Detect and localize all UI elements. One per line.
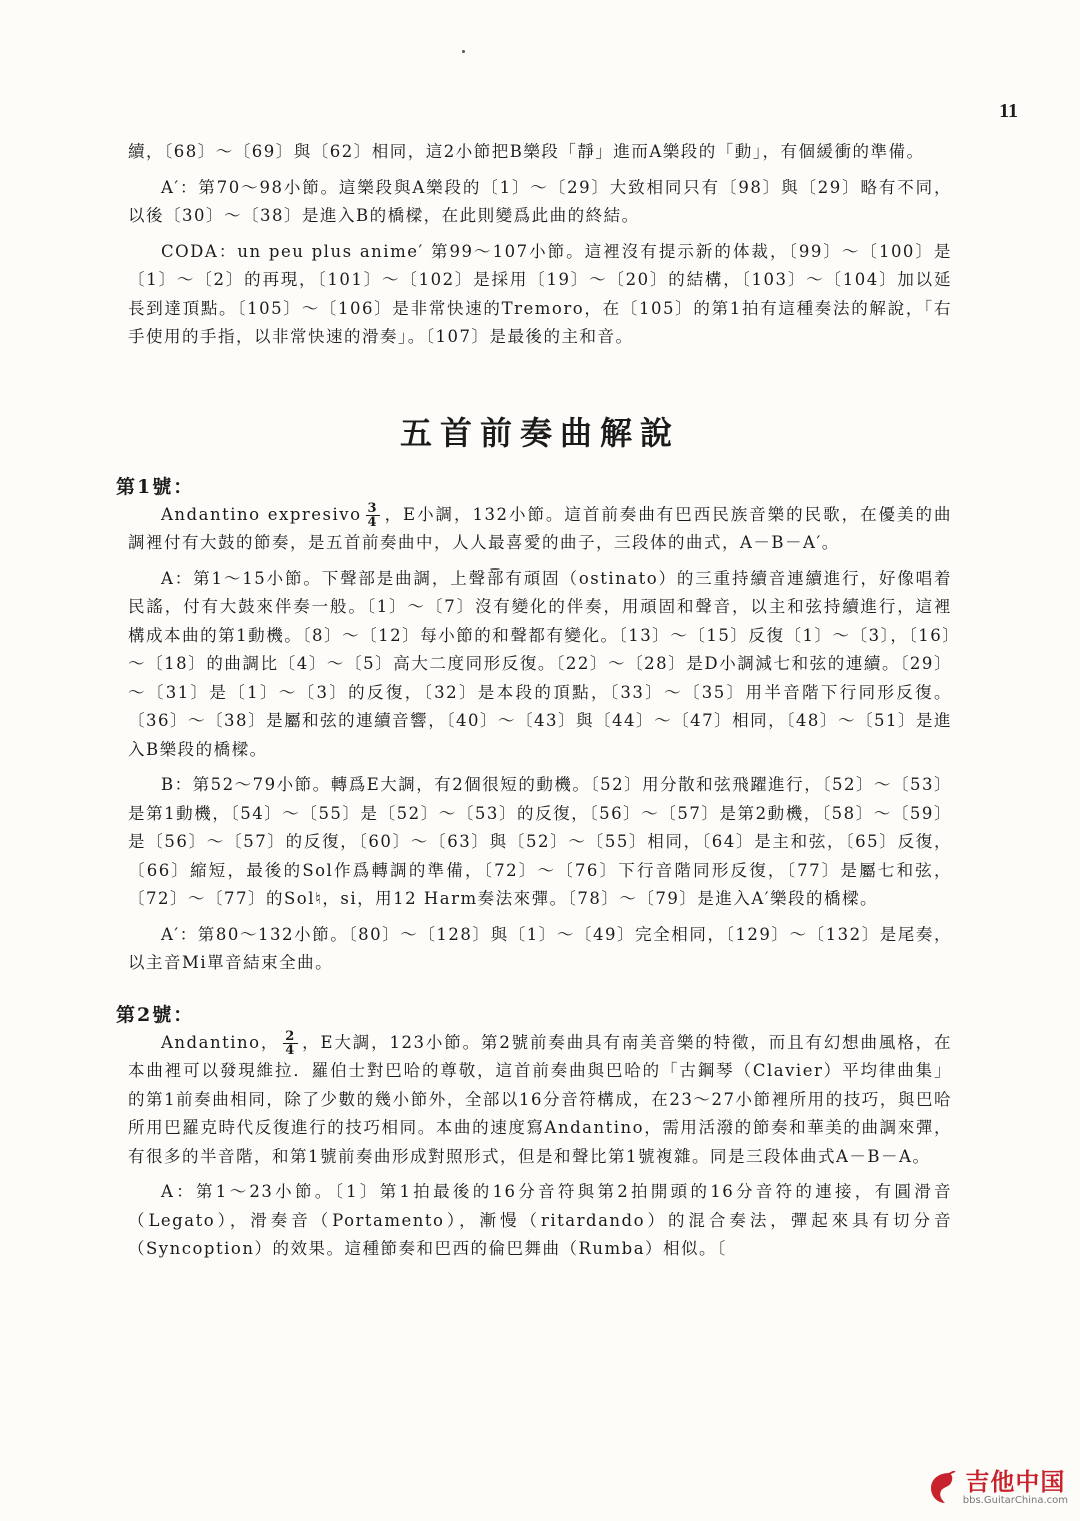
prelude-1-heading: 第1號： — [116, 475, 195, 498]
tempo-marking: Andantino expresivo — [161, 504, 362, 524]
time-signature-numerator: 3 — [367, 500, 379, 516]
time-signature — [366, 502, 381, 529]
prelude-2-heading: 第2號： — [116, 1003, 195, 1026]
intro-text: ，E大調，123小節。第2號前奏曲具有南美音樂的特徵，而且有幻想曲風格，在本曲裡可以發現維拉．羅伯士對巴哈的尊敬，這首前奏曲與巴哈的「古鋼琴（Clavier）平均律曲集」的第1前奏曲相同，除了少數的幾小節外，全部以16分音符構成，在23～27小節裡所用的技巧，與巴哈所用巴羅克時代反復進行的技巧相同。本曲的速度寫Andantino，需用活潑的節奏和華美的曲調來彈，有很多的半音階，和第1號前奏曲形成對照形式，但是和聲比第1號複雜。同是三段体曲式A－B－A。 — [128, 1032, 952, 1166]
prelude-2-section-a: A：第1～23小節。〔1〕第1拍最後的16分音符與第2拍開頭的16分音符的連接，有圓滑音（Legato），滑奏音（Portamento），漸慢（ritardando）的混合奏法，彈起來具有切分音（Syncoption）的效果。這種節奏和巴西的倫巴舞曲（Rumba）相似。〔 — [128, 1182, 952, 1258]
page-content — [116, 138, 952, 1271]
watermark — [927, 1469, 1068, 1507]
time-signature-denominator: 4 — [367, 514, 379, 530]
prelude-1-section-a-prime: A′：第80～132小節。〔80〕～〔128〕與〔1〕～〔49〕完全相同，〔129〕～〔132〕是尾奏，以主音Mi單音結束全曲。 — [128, 924, 952, 972]
prelude-1-section-b: B：第52～79小節。轉爲E大調，有2個很短的動機。〔52〕用分散和弦飛躍進行，〔52〕～〔53〕是第1動機，〔54〕～〔55〕是〔52〕～〔53〕的反復，〔56〕～〔57〕是第2動機，〔58〕～〔59〕是〔56〕～〔57〕的反復，〔60〕～〔63〕與〔52〕～〔55〕相同，〔64〕是主和弦，〔65〕反復，〔66〕縮短，最後的Sol作爲轉調的準備，〔72〕～〔76〕下行音階同形反復，〔77〕是屬七和弦，〔72〕～〔77〕的Sol♮，si，用12 Harm奏法來彈。〔78〕～〔79〕是進入A′樂段的橋樑。 — [128, 775, 952, 908]
body-paragraph: 續，〔68〕～〔69〕與〔62〕相同，這2小節把B樂段「靜」進而A樂段的「動」，有個緩衝的準備。 — [128, 142, 925, 161]
time-signature-numerator: 2 — [285, 1028, 296, 1044]
section-title: 五首前奏曲解說 — [399, 413, 680, 452]
time-signature — [283, 1030, 298, 1057]
watermark-text — [963, 1469, 1068, 1507]
prelude-1-section-a: A：第1～15小節。下聲部是曲調，上聲部有頑固（ostinato）的三重持續音連續進行，好像唱着民謠，付有大鼓來伴奏一般。〔1〕～〔7〕沒有變化的伴奏，用頑固和聲音，以主和弦持續進行，這裡構成本曲的第1動機。〔8〕～〔12〕每小節的和聲都有變化。〔13〕～〔15〕反復〔1〕～〔3〕，〔16〕～〔18〕的曲調比〔4〕～〔5〕高大二度同形反復。〔22〕～〔28〕是D小調減七和弦的連續。〔29〕～〔31〕是〔1〕～〔3〕的反復，〔32〕是本段的頂點，〔33〕～〔35〕用半音階下行同形反復。〔36〕～〔38〕是屬和弦的連續音響，〔40〕～〔43〕與〔44〕～〔47〕相同，〔48〕～〔51〕是進入B樂段的橋樑。 — [128, 568, 952, 759]
tempo-marking: Andantino， — [161, 1032, 280, 1052]
guitar-logo-icon — [927, 1471, 957, 1505]
page-number: 11 — [999, 100, 1018, 122]
prelude-2-intro — [128, 1029, 952, 1172]
body-paragraph: A′：第70～98小節。這樂段與A樂段的〔1〕～〔29〕大致相同只有〔98〕與〔29〕略有不同，以後〔30〕～〔38〕是進入B的橋樑，在此則變爲此曲的終結。 — [128, 177, 952, 225]
watermark-main: 吉他中国 — [965, 1468, 1066, 1496]
watermark-url: bbs.GuitarChina.com — [962, 1495, 1068, 1506]
prelude-1-intro — [128, 501, 952, 558]
intro-text: ，E小調，132小節。這首前奏曲有巴西民族音樂的民歌，在優美的曲調裡付有大鼓的節奏，是五首前奏曲中，人人最喜愛的曲子，三段体的曲式，A－B－A′。 — [128, 504, 952, 552]
scan-speck — [462, 50, 465, 53]
time-signature-denominator: 4 — [285, 1042, 296, 1058]
body-paragraph: CODA：un peu plus anime′ 第99～107小節。這裡沒有提示新的体裁，〔99〕～〔100〕是〔1〕～〔2〕的再現，〔101〕～〔102〕是採用〔19〕～〔20〕的結構，〔103〕～〔104〕加以延長到達頂點。〔105〕～〔106〕是非常快速的Tremoro，在〔105〕的第1拍有這種奏法的解說，「右手使用的手指，以非常快速的滑奏」。〔107〕是最後的主和音。 — [128, 241, 952, 346]
